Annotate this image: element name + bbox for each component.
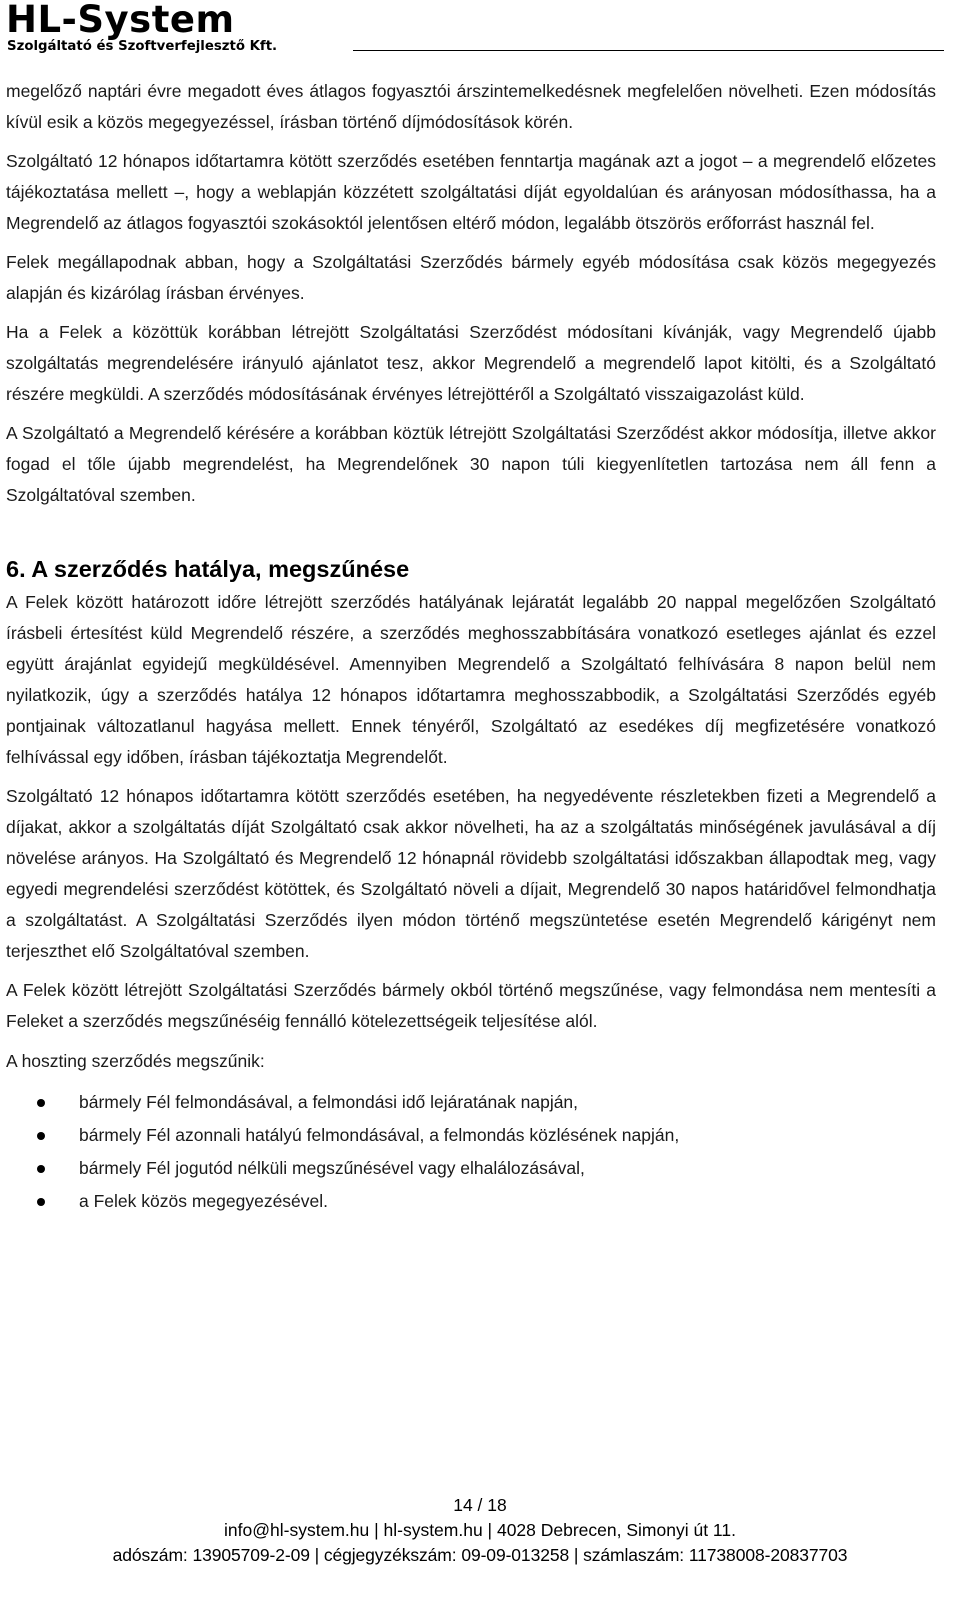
bullet-icon: [37, 1165, 45, 1173]
paragraph-contract-extension: A Felek között határozott időre létrejött szerződés hatályának lejáratát legalább 20 nappal megelőzően Szolgáltató írásbeli értesítést küld Megrendelő részére, a szerződés meghosszabbítására vonatkozó esetleges ajánlat és ezzel együtt árajánlat egyidejű megküldésével. Amennyiben Megrendelő a Szolgáltató felhívására 8 napon belül nem nyilatkozik, úgy a szerződés hatálya 12 hónapos időtartamra meghosszabbodik, a Szolgáltatási Szerződés egyéb pontjainak változatlanul hagyása mellett. Ennek tényéről, Szolgáltató az esedékes díj megfizetésére vonatkozó felhívással egy időben, írásban tájékoztatja Megrendelőt.: [6, 592, 936, 767]
list-item: bármely Fél jogutód nélküli megszűnésével vagy elhalálozásával,: [6, 1152, 936, 1185]
list-intro: A hoszting szerződés megszűnik:: [6, 1051, 265, 1071]
paragraph-modification-condition: A Szolgáltató a Megrendelő kérésére a korábban köztük létrejött Szolgáltatási Szerződést akkor módosítja, illetve akkor fogad el tőle újabb megrendelést, ha Megrendelőnek 30 napon túli kiegyenlítetlen tartozása nem áll fenn a Szolgáltatóval szemben.: [6, 423, 936, 505]
list-item: a Felek közös megegyezésével.: [6, 1185, 936, 1218]
section-heading: 6. A szerződés hatálya, megszűnése: [6, 556, 410, 582]
page-header: [6, 0, 944, 60]
paragraph-modification-order: Ha a Felek a közöttük korábban létrejött Szolgáltatási Szerződést módosítani kívánják, vagy Megrendelő újabb szolgáltatás megrendelésére irányuló ajánlatot tesz, akkor Megrendelő a megrendelő lapot kitölti, és a Szolgáltató részére megküldi. A szerződés módosításának érvényes létrejöttéről a Szolgáltató visszaigazolást küld.: [6, 322, 936, 404]
paragraph-quarterly-payment: Szolgáltató 12 hónapos időtartamra kötött szerződés esetében, ha negyedévente részletekben fizeti a Megrendelő a díjakat, akkor a szolgáltatás díját Szolgáltató csak akkor növelheti, ha az a szolgáltatás minőségének javulásával a díj növelése arányos. Ha Szolgáltató és Megrendelő 12 hónapnál rövidebb szolgáltatási időszakban állapodtak meg, vagy egyedi megrendelési szerződést kötöttek, és Szolgáltató növeli a díjait, Megrendelő 30 napos határidővel felmondhatja a szolgáltatást. A Szolgáltatási Szerződés ilyen módon történő megszüntetése esetén Megrendelő kárigényt nem terjeszthet elő Szolgáltatóval szemben.: [6, 786, 936, 961]
company-logo: HL-System: [6, 0, 235, 41]
header-divider: [353, 50, 944, 51]
company-subtitle: Szolgáltató és Szoftverfejlesztő Kft.: [7, 39, 278, 54]
paragraph-fee-adjustment: Szolgáltató 12 hónapos időtartamra kötött szerződés esetében fenntartja magának azt a jogot – a megrendelő előzetes tájékoztatása mellett –, hogy a weblapján közzétett szolgáltatási díját egyoldalúan és arányosan módosíthassa, ha a Megrendelő az átlagos fogyasztói szokásoktól jelentősen eltérő módon, legalább ötszörös erőforrást használ fel.: [6, 151, 936, 233]
document-body: [6, 76, 936, 1218]
list-item: bármely Fél felmondásával, a felmondási idő lejáratának napján,: [6, 1086, 936, 1119]
bullet-icon: [37, 1198, 45, 1206]
bullet-icon: [37, 1099, 45, 1107]
footer-company-ids: adószám: 13905709-2-09 | cégjegyzékszám: 09-09-013258 | számlaszám: 11738008-20837703: [112, 1545, 848, 1565]
paragraph-modification-written: Felek megállapodnak abban, hogy a Szolgáltatási Szerződés bármely egyéb módosítása csak közös megegyezés alapján és kizárólag írásban érvényes.: [6, 252, 936, 303]
paragraph-price-indexation: megelőző naptári évre megadott éves átlagos fogyasztói árszintemelkedésnek megfelelően növelheti. Ezen módosítás kívül esik a közös megegyezéssel, írásban történő díjmódosítások körén.: [6, 81, 936, 132]
termination-list: [6, 1086, 936, 1218]
list-item: bármely Fél azonnali hatályú felmondásával, a felmondás közlésének napján,: [6, 1119, 936, 1152]
footer-contact: info@hl-system.hu | hl-system.hu | 4028 Debrecen, Simonyi út 11.: [224, 1520, 736, 1540]
bullet-icon: [37, 1132, 45, 1140]
page-number: 14 / 18: [453, 1495, 507, 1515]
paragraph-termination-obligations: A Felek között létrejött Szolgáltatási Szerződés bármely okból történő megszűnése, vagy felmondása nem mentesíti a Feleket a szerződés megszűnéséig fennálló kötelezettségeik teljesítése alól.: [6, 980, 936, 1031]
